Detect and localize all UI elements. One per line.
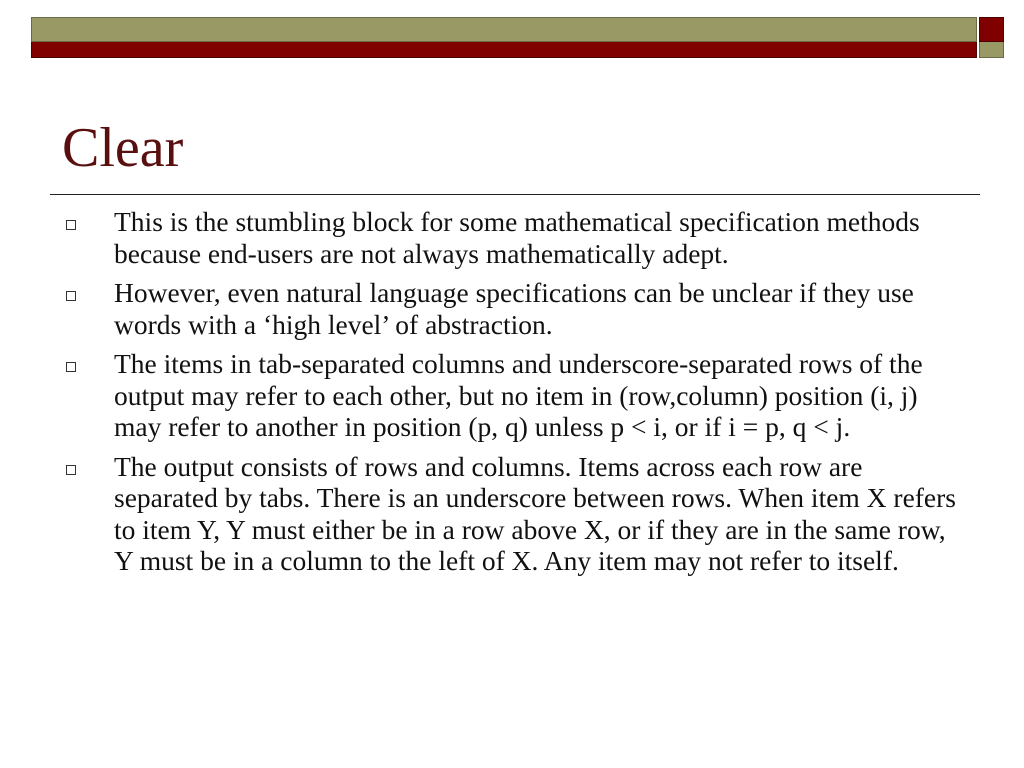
bullet-text: The items in tab-separated columns and underscore-separated rows of the output may refer to each other, but no item in (row,column) position (i, j) may refer to another in position (p, q) unless p < i, or if i = p, q < j.	[114, 348, 923, 442]
bullet-item	[62, 348, 962, 443]
bullet-text: The output consists of rows and columns. Items across each row are separated by tabs. There is an underscore between rows. When item X refers to item Y, Y must either be in a row above X, or if they are in the same row, Y must be in a column to the left of X. Any item may not refer to itself.	[114, 450, 956, 576]
bullet-text: However, even natural language specifications can be unclear if they use words with a ‘high level’ of abstraction.	[114, 277, 914, 340]
header-square-maroon	[979, 17, 1004, 42]
bullet-list	[62, 206, 962, 585]
bullet-item	[62, 451, 962, 577]
hollow-square-bullet-icon	[66, 465, 76, 475]
hollow-square-bullet-icon	[66, 291, 76, 301]
title-divider	[50, 194, 980, 195]
hollow-square-bullet-icon	[66, 362, 76, 372]
header-bar-maroon	[31, 42, 977, 58]
hollow-square-bullet-icon	[66, 220, 76, 230]
header-square-olive	[979, 42, 1004, 58]
bullet-item	[62, 206, 962, 269]
header-bar-olive	[31, 17, 977, 42]
slide-title: Clear	[62, 117, 184, 179]
bullet-item	[62, 277, 962, 340]
bullet-text: This is the stumbling block for some mathematical specification methods because end-users are not always mathematically adept.	[114, 206, 920, 269]
